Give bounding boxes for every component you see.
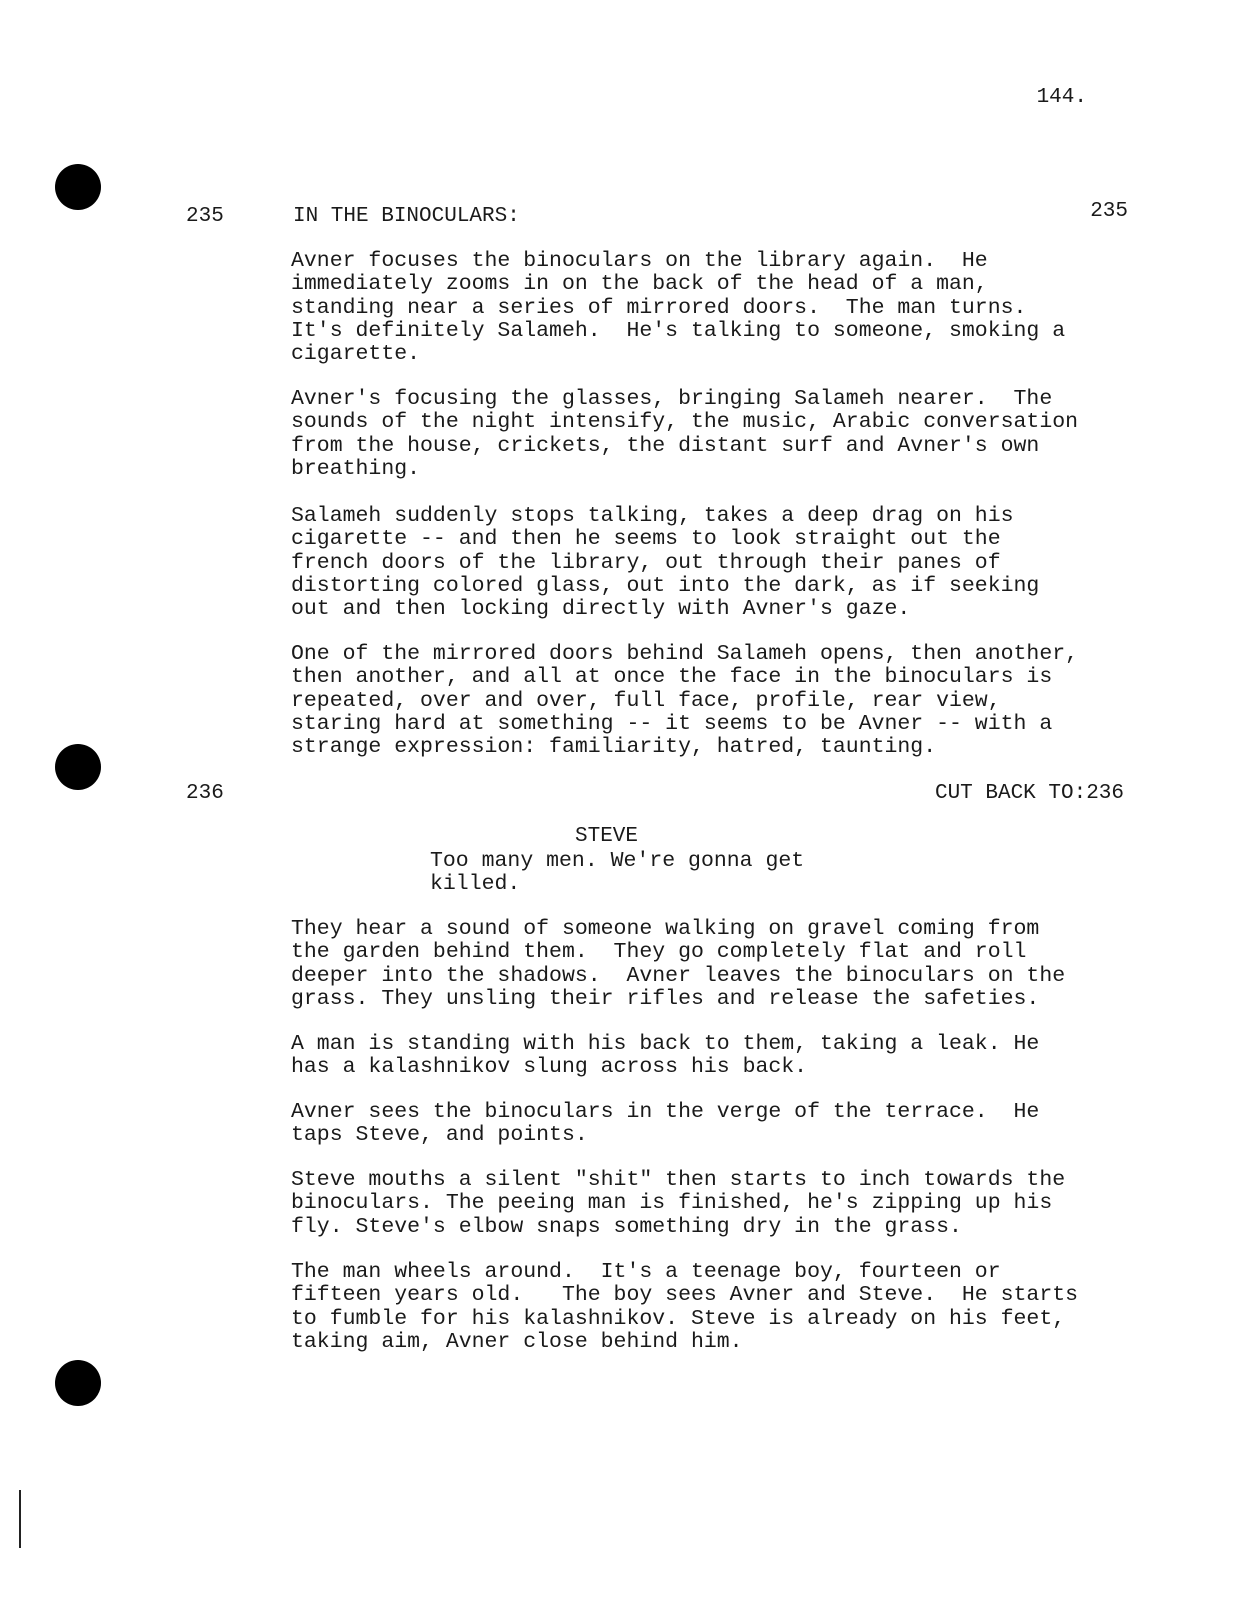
character-name: STEVE bbox=[575, 825, 639, 848]
scene-heading: IN THE BINOCULARS: bbox=[293, 205, 520, 228]
action-paragraph: Salameh suddenly stops talking, takes a deep drag on his cigarette -- and then he seems to look straight out the french doors of the library, out through their panes of distorting colored glass, out into the dark, as if seeking out and then locking directly with Avner's gaze. bbox=[291, 504, 1040, 622]
action-paragraph: Avner's focusing the glasses, bringing Salameh nearer. The sounds of the night intensify, the music, Arabic conversation from the house, crickets, the distant surf and Avner's own breathing. bbox=[291, 387, 1079, 481]
action-paragraph: One of the mirrored doors behind Salameh opens, then another, then another, and all at once the face in the binoculars is repeated, over and over, full face, profile, rear view, staring hard at something -- it seems to be Avner -- with a strange expression: familiarity, hatred, taunting. bbox=[291, 642, 1079, 760]
action-paragraph: Avner sees the binoculars in the verge of the terrace. He taps Steve, and points. bbox=[291, 1100, 1040, 1148]
scene-number-left: 236 bbox=[186, 782, 224, 805]
action-paragraph: A man is standing with his back to them, taking a leak. He has a kalashnikov slung across his back. bbox=[291, 1032, 1040, 1080]
scan-edge-mark bbox=[19, 1490, 21, 1548]
scene-number-left: 235 bbox=[186, 205, 224, 228]
scene-number-right: 235 bbox=[1090, 200, 1128, 223]
binder-hole-bottom bbox=[55, 1360, 101, 1406]
dialogue: Too many men. We're gonna get killed. bbox=[430, 849, 805, 897]
scene-transition: CUT BACK TO:236 bbox=[934, 782, 1124, 805]
action-paragraph: They hear a sound of someone walking on gravel coming from the garden behind them. They go completely flat and roll deeper into the shadows. Avner leaves the binoculars on the grass. They unsling their rifles and release the safeties. bbox=[291, 917, 1066, 1011]
action-paragraph: Avner focuses the binoculars on the library again. He immediately zooms in on the back of the head of a man, standing near a series of mirrored doors. The man turns. It's definitely Salameh. He's talking to someone, smoking a cigarette. bbox=[291, 249, 1066, 367]
binder-hole-middle bbox=[55, 744, 101, 790]
binder-hole-top bbox=[55, 164, 101, 210]
action-paragraph: The man wheels around. It's a teenage boy, fourteen or fifteen years old. The boy sees Avner and Steve. He starts to fumble for his kalashnikov. Steve is already on his feet, taking aim, Avner close behind him. bbox=[291, 1260, 1079, 1354]
page-number: 144. bbox=[1036, 86, 1087, 109]
action-paragraph: Steve mouths a silent "shit" then starts to inch towards the binoculars. The peeing man is finished, he's zipping up his fly. Steve's elbow snaps something dry in the grass. bbox=[291, 1168, 1066, 1239]
